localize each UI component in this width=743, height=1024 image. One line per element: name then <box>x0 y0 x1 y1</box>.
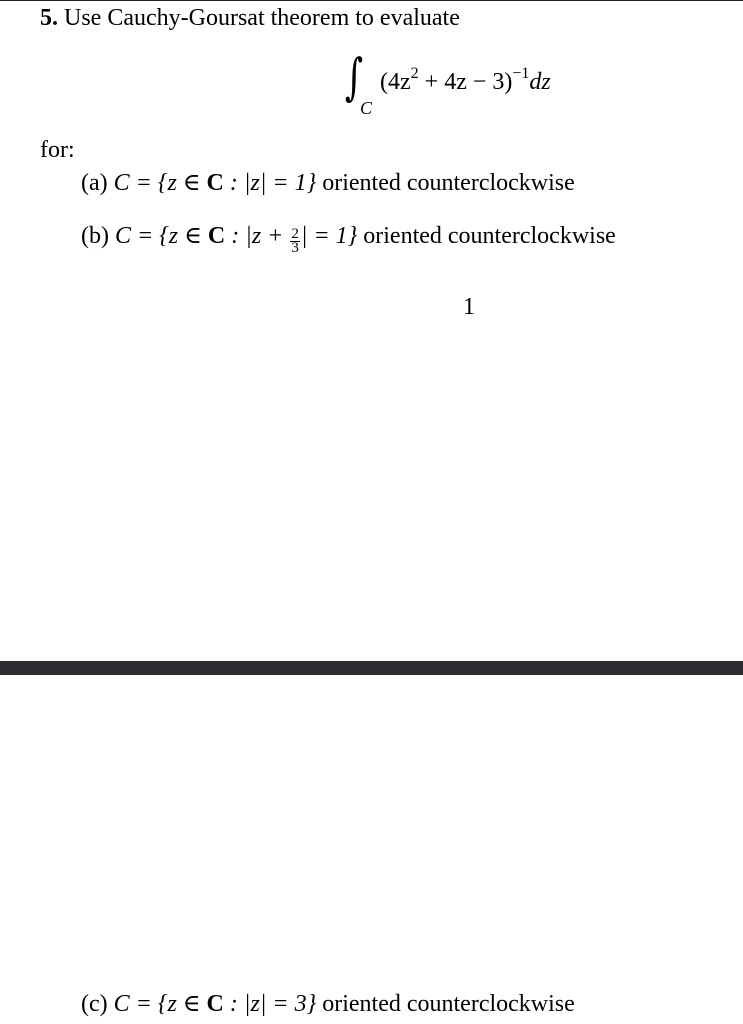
integrand-open: (4z <box>380 69 411 95</box>
problem-number: 5. <box>40 5 58 31</box>
page-number: 1 <box>463 294 475 320</box>
part-b-fraction-numerator: 2 <box>291 226 299 242</box>
integrand-differential: dz <box>529 69 551 95</box>
part-b-set-lhs: C = {z ∈ <box>114 223 208 249</box>
part-b-label: (b) <box>81 223 109 249</box>
integrand-middle: + 4z − 3) <box>418 69 513 95</box>
part-c-field: C <box>206 991 224 1017</box>
page-2 <box>0 675 743 1024</box>
part-c-orientation: oriented counterclockwise <box>316 991 575 1017</box>
problem-intro: Use Cauchy-Goursat theorem to evaluate <box>64 5 460 31</box>
part-c-condition: : |z| = 3} <box>223 991 317 1017</box>
part-b-fraction-denominator: 3 <box>291 240 299 256</box>
part-b-condition-post: | = 1} <box>300 223 358 249</box>
part-b <box>81 222 616 255</box>
integrand-power: −1 <box>512 65 530 82</box>
integrand-exponent: 2 <box>410 65 419 82</box>
part-c-label: (c) <box>81 991 108 1017</box>
part-a-orientation: oriented counterclockwise <box>316 170 575 196</box>
part-a <box>81 169 575 197</box>
problem-heading <box>40 4 460 32</box>
part-b-orientation: oriented counterclockwise <box>357 223 616 249</box>
page-divider <box>0 661 743 675</box>
part-c-set-lhs: C = {z ∈ <box>113 991 207 1017</box>
part-b-fraction <box>290 228 300 255</box>
part-c <box>81 990 575 1018</box>
part-b-condition-pre: : |z + <box>225 223 290 249</box>
part-a-condition: : |z| = 1} <box>223 170 317 196</box>
part-a-label: (a) <box>81 170 108 196</box>
integrand <box>380 65 551 96</box>
page-top-border <box>0 0 743 1</box>
integral-sign: ∫ <box>344 48 364 106</box>
part-b-field: C <box>207 223 226 249</box>
integral-contour-subscript: C <box>360 98 373 118</box>
part-a-set-lhs: C = {z ∈ <box>113 170 207 196</box>
part-a-field: C <box>206 170 224 196</box>
for-label: for: <box>40 137 75 163</box>
